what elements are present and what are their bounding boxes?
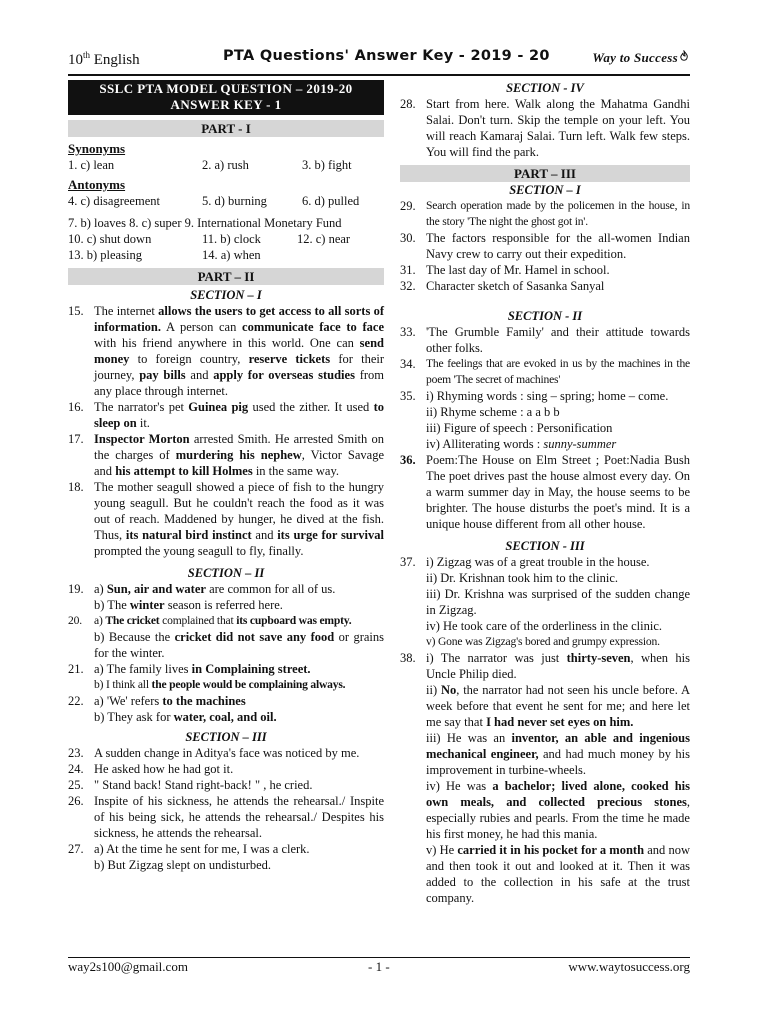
answer-row [68, 215, 384, 231]
answer-27b: b) But Zigzag slept on undisturbed. [94, 858, 272, 872]
answer-20a: 20. a) The cricket complained that its cupboard was empty. [68, 614, 352, 627]
section-heading: SECTION – I [509, 183, 581, 197]
answer-27a: 27. a) At the time he sent for me, I was a clerk. [68, 842, 310, 856]
answer: 1. c) lean [68, 158, 115, 172]
answer: 3. b) fight [302, 158, 352, 172]
brand-logo: Way to Success [592, 50, 690, 66]
answer-35-iii: iii) Figure of speech : Personification [426, 421, 613, 435]
answer: 13. b) pleasing [68, 248, 142, 262]
answer-38-v: v) He carried it in his pocket for a month and now and then took it out and looked at it. Then it was added to the collection in his safe at the trust company. [426, 843, 690, 905]
answer-38-iii: iii) He was an inventor, an able and ingenious mechanical engineer, and had much money by his improvement in turbine-wheels. [426, 731, 690, 777]
left-column [68, 80, 384, 873]
answer: 12. c) near [297, 232, 351, 246]
flame-icon [678, 50, 690, 62]
answer-35-i: 35. i) Rhyming words : sing – spring; home – come. [400, 389, 669, 403]
page [68, 44, 690, 974]
answer-38-iv: iv) He was a bachelor; lived alone, cooked his own meals, and collected precious stones, especially rubies and pearls. From the time he made his first money, he had this mania. [426, 779, 690, 841]
answer-24: 24. He asked how he had got it. [68, 762, 234, 776]
banner-line: SSLC PTA MODEL QUESTION – 2019-20 [99, 81, 353, 96]
answer-row [68, 157, 384, 173]
document-title: PTA Questions' Answer Key - 2019 - 20 [223, 48, 550, 64]
answer-23: 23. A sudden change in Aditya's face was noticed by me. [68, 746, 360, 760]
answer-16: 16. The narrator's pet Guinea pig used the zither. It used to sleep on it. [68, 400, 384, 430]
footer-email: way2s100@gmail.com [68, 959, 188, 974]
answer-17: 17. Inspector Morton arrested Smith. He arrested Smith on the charges of murdering his nephew, Victor Savage and his attempt to kill Holmes in the same way. [68, 432, 384, 478]
answer-34: 34. The feelings that are evoked in us by the machines in the poem 'The secret of machines' [400, 357, 690, 386]
answer-37-iv: iv) He took care of the orderliness in the clinic. [426, 619, 663, 633]
answer-row [68, 193, 384, 209]
answer-29: 29. Search operation made by the policemen in the house, in the story 'The night the ghost got in'. [400, 199, 690, 228]
answer-19a: 19. a) Sun, air and water are common for all of us. [68, 582, 336, 596]
subject-label: 10th English [68, 50, 140, 68]
answer: 11. b) clock [202, 232, 261, 246]
answer: 7. b) loaves 8. c) super 9. International Monetary Fund [68, 216, 342, 230]
answer: 4. c) disagreement [68, 194, 160, 208]
section-heading: SECTION – I [190, 288, 262, 302]
answer-22a: 22. a) 'We' refers to the machines [68, 694, 246, 708]
synonyms-heading: Synonyms [68, 141, 126, 156]
answer-row [68, 247, 384, 263]
answer: 14. a) when [202, 248, 261, 262]
exam-banner [68, 80, 384, 115]
antonyms-heading: Antonyms [68, 177, 126, 192]
page-footer [68, 957, 690, 974]
answer-36: 36. Poem:The House on Elm Street ; Poet:Nadia Bush The poet drives past the house almost every day. On a warm summer day in May, the house seems to be brighter. The house disturbs the poet's mind. It is a unique house different from all other house. [400, 453, 690, 531]
answer-19b: b) The winter season is referred here. [94, 598, 283, 612]
answer-15: 15. The internet allows the users to get access to all sorts of information. A person can communicate face to face with his friend anywhere in this world. One can send money to foreign country, reserve tickets for their journey, pay bills and apply for overseas studies from any place through internet. [68, 304, 384, 398]
answer: 2. a) rush [202, 158, 249, 172]
answer-38-i: 38. i) The narrator was just thirty-seven, when his Uncle Philip died. [400, 651, 690, 681]
answer-38-ii: ii) No, the narrator had not seen his uncle before. A week before that event he sent for me; and here let me say that I had never set eyes on him. [426, 683, 690, 729]
answer-30: 30. The factors responsible for the all-women Indian Navy crew to carry out their expedition. [400, 231, 690, 261]
answer-22b: b) They ask for water, coal, and oil. [94, 710, 277, 724]
answer-31: 31. The last day of Mr. Hamel in school. [400, 263, 610, 277]
answer-35-iv: iv) Alliterating words : sunny-summer [426, 437, 617, 451]
answer-21b: b) I think all the people would be complaining always. [94, 678, 346, 691]
answer-21a: 21. a) The family lives in Complaining street. [68, 662, 311, 676]
answer-28: 28. Start from here. Walk along the Mahatma Gandhi Salai. Don't turn. Skip the temple on your left. You will reach Kamaraj Salai. Turn left. Walk few steps. You will find the park. [400, 97, 690, 159]
answer-20b: b) Because the cricket did not save any food or grains for the winter. [94, 630, 385, 660]
page-header [68, 44, 690, 76]
answer-row [68, 231, 384, 247]
part-heading: PART - I [68, 120, 384, 137]
section-heading: SECTION - II [507, 309, 583, 323]
answer-35-ii: ii) Rhyme scheme : a a b b [426, 405, 560, 419]
section-heading: SECTION - III [505, 539, 585, 553]
footer-website: www.waytosuccess.org [568, 959, 690, 974]
answer-18: 18. The mother seagull showed a piece of fish to the hungry young seagull. But he couldn't reach the food as it was out of reach. Maddened by hunger, he dived at the fish. Thus, its natural bird instinct and its urge for survival prompted the young seagull to fly, finally. [68, 480, 384, 558]
answer: 5. d) burning [202, 194, 267, 208]
section-heading: SECTION – II [187, 566, 265, 580]
answer-32: 32. Character sketch of Sasanka Sanyal [400, 279, 605, 293]
answer-26: 26. Inspite of his sickness, he attends the rehearsal./ Inspite of his being sick, he attends the rehearsal./ Despites his sickness, he attends the rehearsal. [68, 794, 384, 840]
answer-37-ii: ii) Dr. Krishnan took him to the clinic. [426, 571, 618, 585]
answer-37-i: 37. i) Zigzag was of a great trouble in the house. [400, 555, 650, 569]
answer-33: 33. 'The Grumble Family' and their attitude towards other folks. [400, 325, 690, 355]
section-heading: SECTION - IV [506, 81, 584, 95]
answer: 10. c) shut down [68, 232, 152, 246]
right-column [400, 80, 690, 906]
answer-37-v: v) Gone was Zigzag's bored and grumpy expression. [426, 635, 660, 648]
part-heading: PART – II [68, 268, 384, 285]
section-heading: SECTION – III [185, 730, 267, 744]
answer-25: 25. " Stand back! Stand right-back! " , he cried. [68, 778, 313, 792]
banner-line: ANSWER KEY - 1 [170, 97, 282, 112]
answer-37-iii: iii) Dr. Krishna was surprised of the sudden change in Zigzag. [426, 587, 690, 617]
page-number: - 1 - [368, 959, 390, 974]
part-heading: PART – III [400, 165, 690, 182]
answer: 6. d) pulled [302, 194, 360, 208]
